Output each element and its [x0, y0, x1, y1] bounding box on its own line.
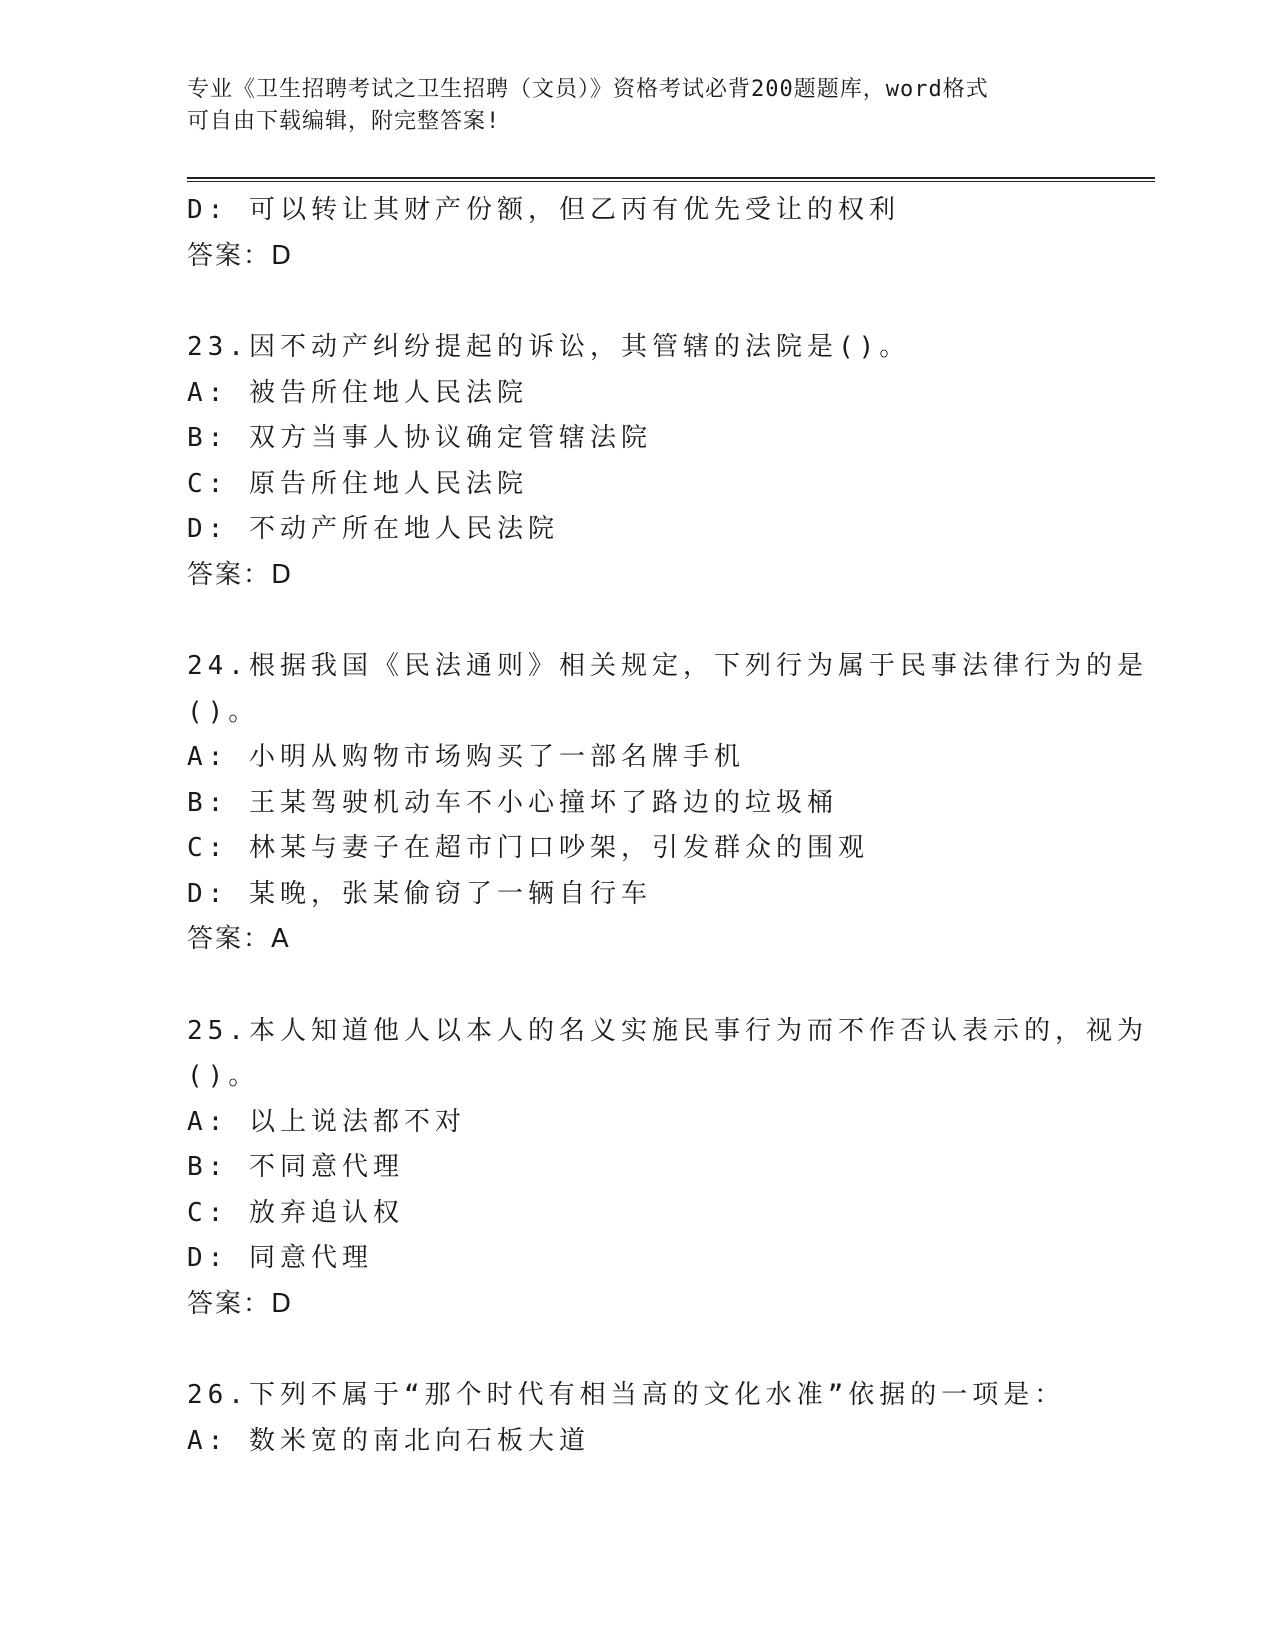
- spacer: [187, 963, 1087, 1009]
- answer-line: 答案：D: [187, 240, 294, 271]
- option-d: D: 某晚，张某偷窃了一辆自行车: [187, 878, 652, 909]
- option-c: C: 林某与妻子在超市门口吵架，引发群众的围观: [187, 833, 869, 863]
- answer-line: 答案：D: [187, 559, 294, 590]
- option-a: A: 被告所住地人民法院: [187, 377, 528, 408]
- option-d: D: 可以转让其财产份额，但乙丙有优先受让的权利: [187, 195, 900, 225]
- option-a: A: 数米宽的南北向石板大道: [187, 1425, 590, 1456]
- option-a: A: 小明从购物市场购买了一部名牌手机: [187, 742, 745, 772]
- question-stem: 25.本人知道他人以本人的名义实施民事行为而不作否认表示的，视为: [187, 1015, 1148, 1046]
- question-26: [187, 1373, 1087, 1464]
- answer-line: 答案：D: [187, 1288, 294, 1319]
- option-d: D: 同意代理: [187, 1243, 373, 1273]
- header-line-2: 可自由下载编辑，附完整答案!: [187, 109, 501, 134]
- option-c: C: 原告所住地人民法院: [187, 468, 528, 499]
- question-stem-continued: ()。: [187, 1061, 260, 1091]
- question-stem: 23.因不动产纠纷提起的诉讼，其管辖的法院是()。: [187, 332, 911, 362]
- page-header: [187, 74, 1087, 138]
- option-d: D: 不动产所在地人民法院: [187, 514, 559, 544]
- option-b: B: 王某驾驶机动车不小心撞坏了路边的垃圾桶: [187, 787, 838, 818]
- option-a: A: 以上说法都不对: [187, 1106, 466, 1137]
- spacer: [187, 279, 1087, 325]
- option-b: B: 双方当事人协议确定管辖法院: [187, 423, 652, 453]
- option-b: B: 不同意代理: [187, 1152, 404, 1182]
- question-stem: 26.下列不属于“那个时代有相当高的文化水准”依据的一项是：: [187, 1380, 1066, 1410]
- header-line-1: 专业《卫生招聘考试之卫生招聘（文员）》资格考试必背200题题库，word格式: [187, 77, 989, 102]
- option-c: C: 放弃追认权: [187, 1197, 404, 1228]
- question-23: [187, 325, 1087, 598]
- question-stem: 24.根据我国《民法通则》相关规定，下列行为属于民事法律行为的是: [187, 651, 1148, 681]
- header-divider: [187, 177, 1155, 182]
- spacer: [187, 598, 1087, 644]
- answer-line: 答案：A: [187, 924, 291, 954]
- spacer: [187, 1327, 1087, 1373]
- question-24: [187, 644, 1148, 963]
- document-body: [187, 188, 1148, 1464]
- question-stem-continued: ()。: [187, 696, 260, 727]
- question-25: [187, 1009, 1148, 1328]
